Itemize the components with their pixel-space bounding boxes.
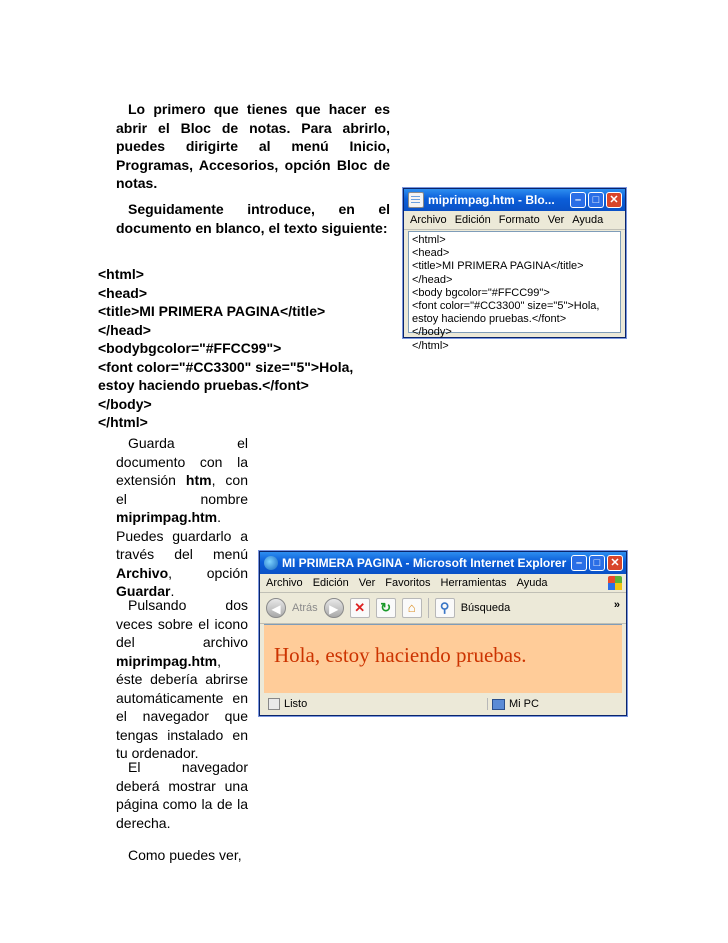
html-code-block: <html> <head> <title>MI PRIMERA PAGINA</title> </head> <bodybgcolor="#FFCC99"> <font color="#CC3300" size="5">Hola, estoy haciendo pruebas.</font> </body> </html>: [98, 266, 354, 430]
menu-archivo[interactable]: Archivo: [266, 577, 303, 589]
ie-icon: [264, 556, 278, 570]
instruction-paragraph: Seguidamente introduce, en el documento en blanco, el texto siguiente:: [116, 201, 390, 236]
page-text: Hola, estoy haciendo pruebas.: [274, 643, 527, 667]
save-paragraph: [116, 434, 248, 601]
option-guardar-bold: Guardar: [116, 583, 171, 599]
filename-bold: miprimpag.htm: [116, 509, 218, 525]
browser-titlebar[interactable]: [260, 552, 626, 574]
save-text: , con el nombre: [116, 472, 248, 507]
extension-bold: htm: [185, 472, 212, 488]
notepad-icon: [408, 192, 424, 208]
back-button-label[interactable]: Atrás: [292, 602, 318, 614]
search-icon[interactable]: ⚲: [435, 598, 455, 618]
open-paragraph: [116, 596, 248, 763]
search-button-label[interactable]: Búsqueda: [460, 602, 511, 614]
computer-icon: [492, 699, 505, 710]
close-button[interactable]: ✕: [606, 192, 622, 208]
maximize-button[interactable]: □: [588, 192, 604, 208]
status-text: Listo: [284, 698, 308, 710]
notepad-menubar: [404, 211, 625, 230]
zone-text: Mi PC: [509, 698, 539, 710]
menu-favoritos[interactable]: Favoritos: [385, 577, 431, 589]
minimize-button[interactable]: –: [571, 555, 587, 571]
open-text: , éste debería abrirse automáticamente en el navegador que tengas instalado en tu ordenador.: [116, 652, 248, 761]
refresh-icon[interactable]: ↻: [376, 598, 396, 618]
stop-icon[interactable]: ✕: [350, 598, 370, 618]
menu-archivo[interactable]: Archivo: [410, 214, 447, 226]
menu-ver[interactable]: Ver: [547, 214, 565, 226]
save-text: . Puedes guardarlo a través del menú: [116, 509, 248, 562]
save-text: , opción: [168, 564, 248, 581]
browser-page-content: [264, 624, 622, 693]
menu-ayuda[interactable]: Ayuda: [516, 577, 548, 589]
page-status-icon: [268, 698, 280, 710]
menu-ayuda[interactable]: Ayuda: [572, 214, 604, 226]
menu-edicion[interactable]: Edición: [312, 577, 349, 589]
close-button[interactable]: ✕: [607, 555, 623, 571]
browser-paragraph: El navegador deberá mostrar una página como la de la derecha.: [116, 759, 248, 831]
continuation-paragraph: Como puedes ver,: [128, 847, 242, 863]
back-arrow-icon[interactable]: ◀: [266, 598, 286, 618]
home-icon[interactable]: ⌂: [402, 598, 422, 618]
browser-title: MI PRIMERA PAGINA - Microsoft Internet Explorer: [282, 556, 567, 570]
menu-archivo-bold: Archivo: [116, 564, 169, 581]
menu-edicion[interactable]: Edición: [454, 214, 491, 226]
intro-paragraph: Lo primero que tienes que hacer es abrir el Bloc de notas. Para abrirlo, puedes dirigirte al menú Inicio, Programas, Accesorios, opción Bloc de notas.: [116, 101, 390, 191]
forward-arrow-icon[interactable]: ▶: [324, 598, 344, 618]
browser-menubar: [260, 574, 626, 593]
save-text: Guarda el documento con la extensión: [116, 435, 248, 488]
maximize-button[interactable]: □: [589, 555, 605, 571]
minimize-button[interactable]: –: [570, 192, 586, 208]
notepad-window: [403, 188, 626, 352]
menu-ver[interactable]: Ver: [358, 577, 376, 589]
save-text: .: [170, 583, 175, 599]
menu-formato[interactable]: Formato: [498, 214, 540, 226]
notepad-titlebar[interactable]: [404, 189, 625, 211]
notepad-title: miprimpag.htm - Blo...: [428, 193, 555, 207]
browser-toolbar: [260, 593, 626, 624]
windows-logo-icon: [608, 576, 622, 590]
menu-herramientas[interactable]: Herramientas: [440, 577, 507, 589]
toolbar-chevron-icon[interactable]: »: [613, 599, 620, 611]
open-text: Pulsando dos veces sobre el icono del archivo: [116, 597, 248, 650]
toolbar-separator: [428, 598, 429, 618]
notepad-text-area[interactable]: <html> <head> <title>MI PRIMERA PAGINA</title> </head> <body bgcolor="#FFCC99"> <font color="#CC3300" size="5">Hola, estoy haciendo pruebas.</font> </body> </html>: [408, 231, 621, 333]
browser-window: [259, 551, 627, 716]
filename-bold: miprimpag.htm: [116, 652, 218, 669]
browser-statusbar: [264, 695, 622, 713]
